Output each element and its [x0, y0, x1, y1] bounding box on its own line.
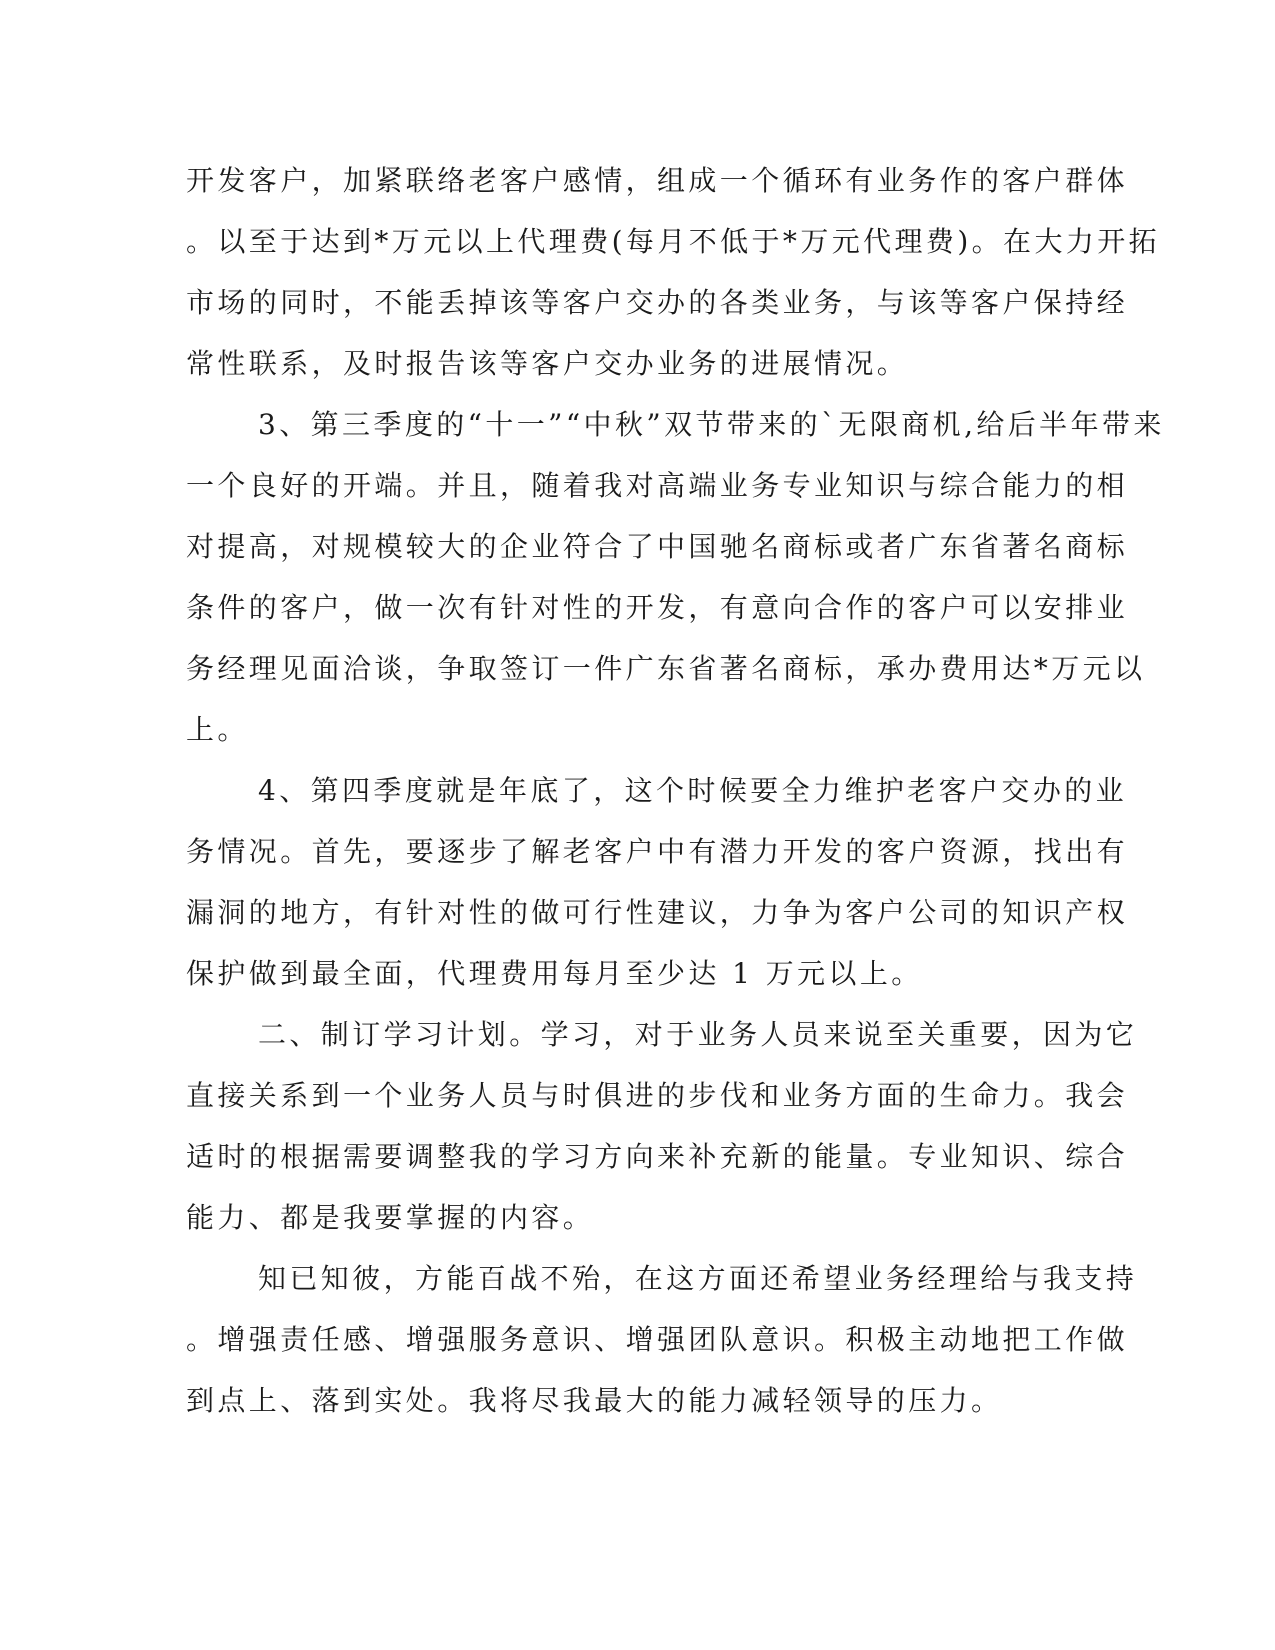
text-line: 对提高，对规模较大的企业符合了中国驰名商标或者广东省著名商标 [186, 530, 1129, 563]
text-line: 能力、都是我要掌握的内容。 [186, 1201, 595, 1234]
text-line: 保护做到最全面，代理费用每月至少达 1 万元以上。 [186, 957, 923, 990]
paragraph-first-line: 4、第四季度就是年底了，这个时候要全力维护老客户交办的业 [258, 774, 1128, 807]
text-line: 直接关系到一个业务人员与时俱进的步伐和业务方面的生命力。我会 [186, 1079, 1129, 1112]
text-line: 。增强责任感、增强服务意识、增强团队意识。积极主动地把工作做 [186, 1323, 1129, 1356]
paragraph-first-line: 3、第三季度的“十一”“中秋”双节带来的`无限商机,给后半年带来 [258, 408, 1165, 441]
document-body [186, 160, 1165, 1441]
text-line: 上。 [186, 713, 249, 746]
paragraph-first-line: 知已知彼，方能百战不殆，在这方面还希望业务经理给与我支持 [258, 1262, 1138, 1295]
text-line: 常性联系，及时报告该等客户交办业务的进展情况。 [186, 347, 909, 380]
text-line: 务经理见面洽谈，争取签订一件广东省著名商标，承办费用达*万元以 [186, 652, 1146, 685]
text-line: 一个良好的开端。并且，随着我对高端业务专业知识与综合能力的相 [186, 469, 1129, 502]
paragraph-first-line: 二、制订学习计划。学习，对于业务人员来说至关重要，因为它 [258, 1018, 1138, 1051]
text-line: 。以至于达到*万元以上代理费(每月不低于*万元代理费)。在大力开拓 [186, 225, 1161, 258]
text-line: 到点上、落到实处。我将尽我最大的能力减轻领导的压力。 [186, 1384, 1003, 1417]
text-line: 开发客户，加紧联络老客户感情，组成一个循环有业务作的客户群体 [186, 164, 1129, 197]
text-line: 漏洞的地方，有针对性的做可行性建议，力争为客户公司的知识产权 [186, 896, 1129, 929]
text-line: 条件的客户，做一次有针对性的开发，有意向合作的客户可以安排业 [186, 591, 1129, 624]
text-line: 适时的根据需要调整我的学习方向来补充新的能量。专业知识、综合 [186, 1140, 1129, 1173]
text-line: 市场的同时，不能丢掉该等客户交办的各类业务，与该等客户保持经 [186, 286, 1129, 319]
text-line: 务情况。首先，要逐步了解老客户中有潜力开发的客户资源，找出有 [186, 835, 1129, 868]
